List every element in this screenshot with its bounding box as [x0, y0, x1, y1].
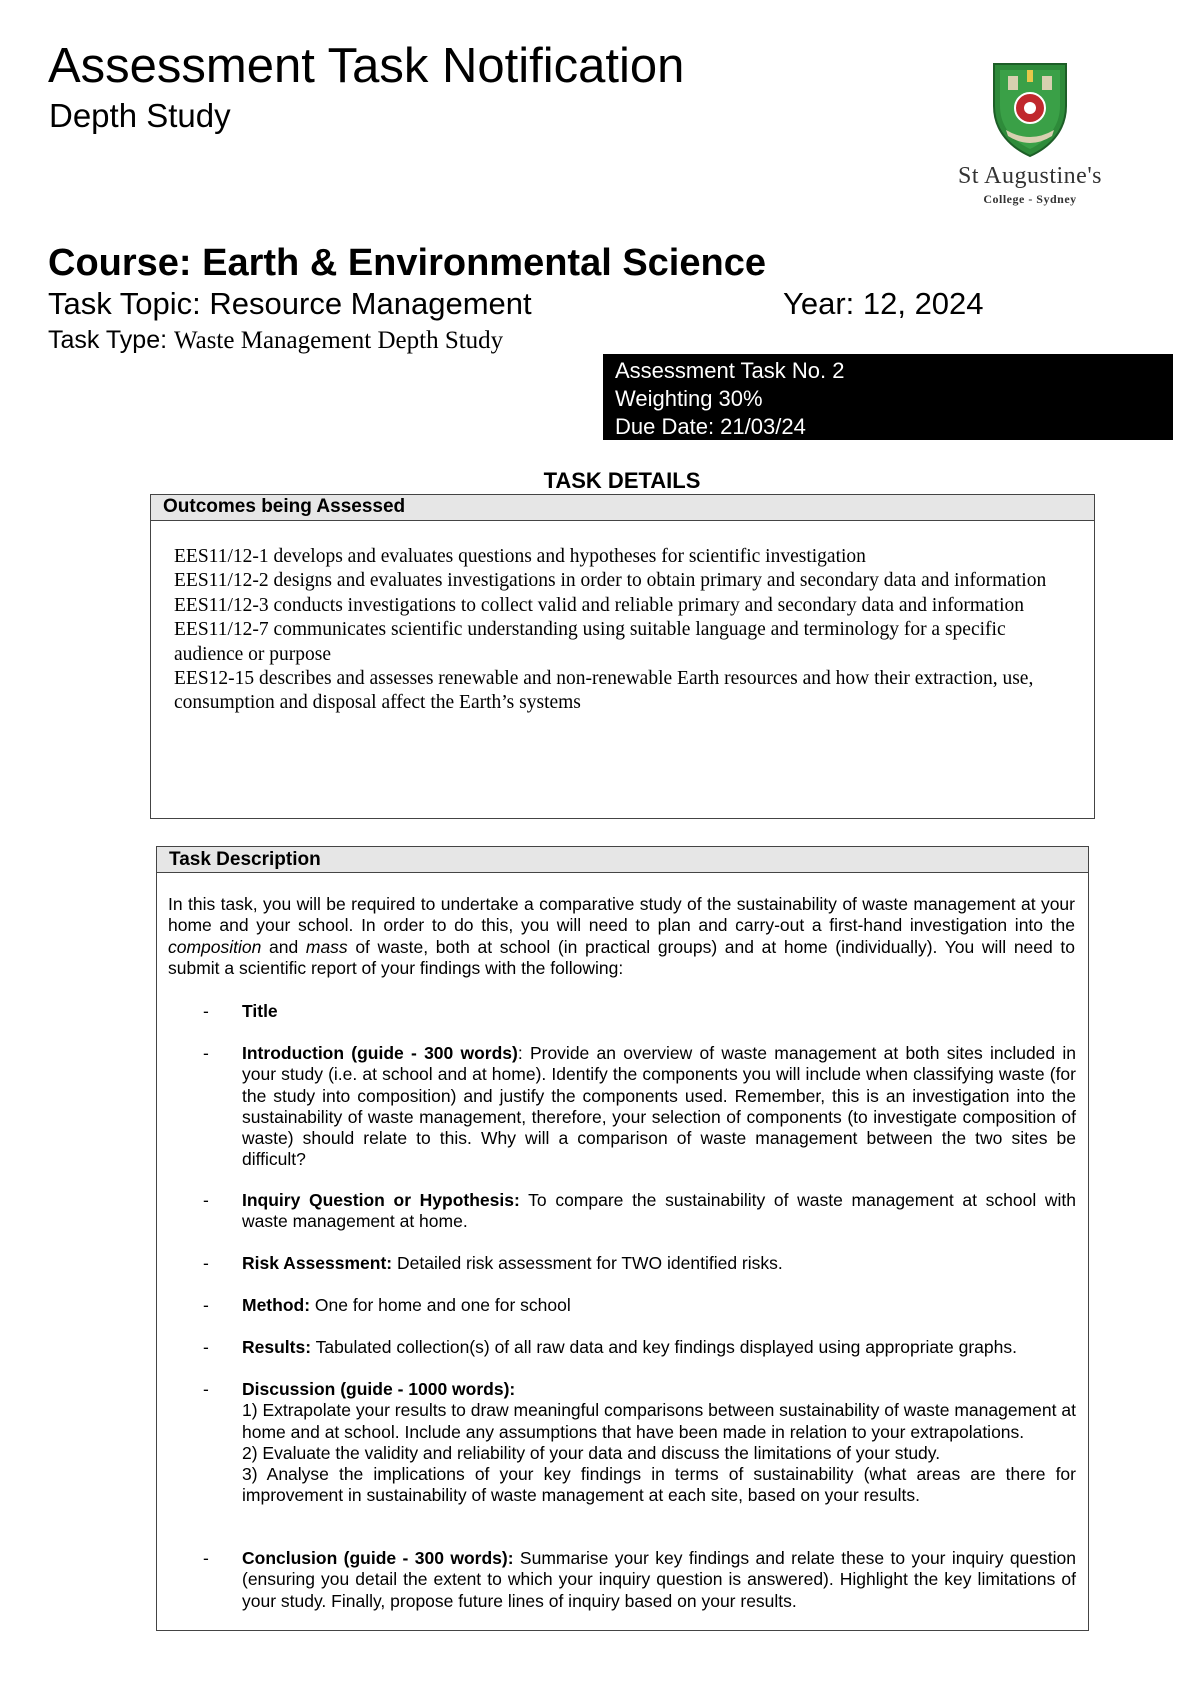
discussion-point: 1) Extrapolate your results to draw meaningful comparisons between sustainability of waste management at home and at school. Include any assumptions that have been made in relation to your extrapolations. [242, 1400, 1076, 1442]
outcome-item: EES11/12-3 conducts investigations to collect valid and reliable primary and secondary data and information [174, 594, 1024, 616]
outcomes-panel [150, 494, 1095, 819]
assessment-info-box [603, 354, 1173, 440]
list-bullet: - [203, 1295, 209, 1315]
college-location: College - Sydney [983, 192, 1077, 206]
outcomes-header: Outcomes being Assessed [151, 495, 1094, 521]
task-topic: Task Topic: Resource Management [48, 286, 532, 321]
outcome-item: EES12-15 describes and assesses renewable and non-renewable Earth resources and how their extraction, use, consumption and disposal affect the Earth’s systems [174, 668, 1034, 714]
list-bullet: - [203, 1253, 209, 1273]
emphasis-mass: mass [305, 936, 348, 957]
outcome-item: EES11/12-1 develops and evaluates questions and hypotheses for scientific investigation [174, 546, 866, 567]
task-description-header: Task Description [157, 847, 1088, 873]
assessment-task-number: Assessment Task No. 2 [615, 358, 845, 383]
emphasis-composition: composition [168, 936, 262, 957]
outcome-item: EES11/12-2 designs and evaluates investigations in order to obtain primary and secondary data and information [174, 570, 1047, 592]
list-bullet: - [203, 1001, 209, 1021]
list-bullet: - [203, 1548, 209, 1568]
outcome-item: EES11/12-7 communicates scientific understanding using suitable language and terminology for a specific audience or purpose [174, 619, 1006, 665]
college-crest-icon [990, 60, 1070, 160]
assessment-due-date: Due Date: 21/03/24 [615, 414, 806, 439]
list-bullet: - [203, 1337, 209, 1357]
outcomes-list [151, 521, 1094, 716]
task-description-panel: Task Description In this task, you will be required to undertake a comparative study of the sustainability of waste management at your home and your school. In order to do this, you will need to plan and carry-out a first-hand investigation into the composition and mass of waste, both at school (in practical groups) and at home (individually). You will need to submit a scientific report of your findings with the following: - Title - Introduction (guide - 300 words): Provide an overview of waste management at both sites included in your study (i.e. at school and at home). Identify the components you will include when classifying waste (for the study into composition) and justify the components used. Remember, this is an investigation into the sustainability of waste management, therefore, your selection of components (to investigate composition of waste) should relate to this. Why will a comparison of waste management between the two sites be difficult? - Inquiry Question or Hypothesis: To compare the sustainability of waste management at school with waste management at home. - Risk Assessment: Detailed risk assessment for TWO identified risks. - Method: One for home and one for school - Results: Tabulated collection(s) of all raw data and key findings displayed using appropriate graphs. - Discussion (guide - 1000 words): 1) Extrapolate your results to draw meaningful comparisons between sustainability of waste management at home and at school. Include any assumptions that have been made in relation to your extrapolations. 2) Evaluate the validity and reliability of your data and discuss the limitations of your study. 3) Analyse the implications of your key findings in terms of sustainability (what areas are there for improvement in sustainability of waste management at each site, based on your results. - Conclusion (guide - 300 words): Summarise your key findings and relate these to your inquiry question (ensuring you detail the extent to which your inquiry question is answered). Highlight the key limitations of your study. Finally, propose future lines of inquiry based on your results. [156, 846, 1089, 1631]
college-name: St Augustine's [957, 163, 1102, 189]
list-bullet: - [203, 1043, 209, 1063]
task-type-label: Task Type: [48, 326, 174, 354]
list-bullet: - [203, 1190, 209, 1210]
task-year: Year: 12, 2024 [783, 286, 984, 321]
page-title: Assessment Task Notification [48, 39, 685, 93]
task-type [48, 324, 503, 360]
page-subtitle: Depth Study [49, 97, 231, 134]
task-details-heading: TASK DETAILS [543, 468, 701, 493]
course-title: Course: Earth & Environmental Science [48, 242, 766, 284]
assessment-weighting: Weighting 30% [615, 386, 763, 411]
college-logo [930, 60, 1130, 212]
discussion-point: 2) Evaluate the validity and reliability of your data and discuss the limitations of your study. [242, 1442, 941, 1463]
task-type-value: Waste Management Depth Study [174, 327, 504, 354]
task-description-intro: In this task, you will be required to undertake a comparative study of the sustainability of waste management at your home and your school. In order to do this, you will need to plan and carry-out a first-hand investigation into the composition and mass of waste, both at school (in practical groups) and at home (individually). You will need to submit a scientific report of your findings with the following: [168, 894, 1075, 978]
list-bullet: - [203, 1379, 209, 1399]
discussion-point: 3) Analyse the implications of your key findings in terms of sustainability (what areas are there for improvement in sustainability of waste management at each site, based on your results. [242, 1464, 1076, 1506]
